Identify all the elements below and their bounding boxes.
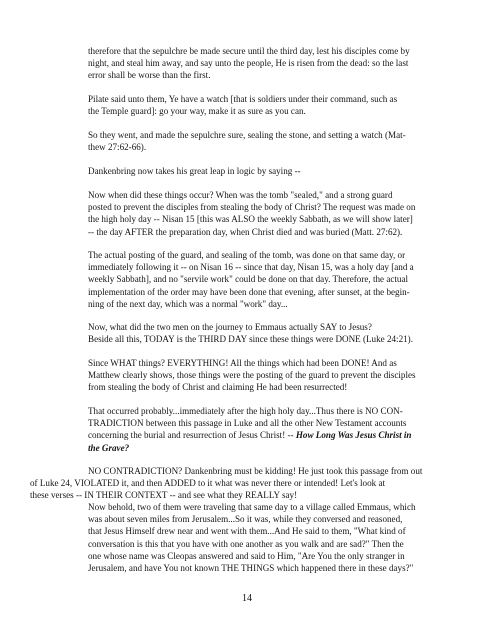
text-line: from stealing the body of Christ and claiming He had been resurrected! (88, 382, 348, 393)
paragraph-luke-quote (88, 501, 432, 574)
text-line: Since WHAT things? EVERYTHING! All the things which had been DONE! And as (88, 358, 397, 368)
paragraph-emmaus-question (88, 321, 432, 345)
text-line: TRADICTION between this passage in Luke and all the other New Testament accounts (88, 418, 407, 429)
text-line: Jerusalem, and have You not known THE THINGS which happened there in these days?" (88, 563, 414, 574)
text-line: immediately following it -- on Nisan 16 -- since that day, Nisan 15, was a holy day [and a (88, 262, 414, 273)
text-line: ning of the next day, which was a normal "work" day... (88, 298, 288, 309)
text-line: Now, what did the two men on the journey to Emmaus actually SAY to Jesus? (88, 322, 372, 332)
text-line: thew 27:62-66). (88, 142, 147, 153)
text-line: So they went, and made the sepulchre sure, sealing the stone, and setting a watch (Mat- (88, 130, 406, 140)
paragraph-pilate (88, 93, 432, 117)
source-title-emphasis: How Long Was Jesus Christ in (295, 430, 412, 441)
text-line: NO CONTRADICTION? Dankenbring must be kidding! He just took this passage from out (88, 466, 423, 476)
text-line: posted to prevent the disciples from stealing the body of Christ? The request was made on (88, 202, 416, 213)
text-line: implementation of the order may have been done that evening, after sunset, at the begin- (88, 286, 410, 297)
text-line: was about seven miles from Jerusalem...So it was, while they conversed and reasoned, (88, 514, 403, 525)
text-line: -- the day AFTER the preparation day, when Christ died and was buried (Matt. 27:62). (88, 226, 403, 237)
text-line: weekly Sabbath], and no "servile work" could be done on that day. Therefore, the actual (88, 274, 409, 285)
text-line: error shall be worse than the first. (88, 70, 211, 81)
text-line: Now behold, two of them were traveling that same day to a village called Emmaus, which (88, 502, 416, 512)
paragraph-when-occur (88, 189, 432, 238)
text-line: therefore that the sepulchre be made secure until the third day, lest his disciples come by (88, 46, 410, 56)
paragraph-rebuttal (30, 465, 432, 502)
paragraph-leap-in-logic (88, 165, 432, 177)
text-line: Beside all this, TODAY is the THIRD DAY since these things were DONE (Luke 24:21). (88, 334, 413, 345)
text-line: these verses -- IN THEIR CONTEXT -- and see what they REALLY say! (30, 490, 298, 501)
text-line: that Jesus Himself drew near and went with them...And He said to them, "What kind of (88, 526, 406, 537)
text-line: one whose name was Cleopas answered and said to Him, "Are You the only stranger in (88, 550, 405, 561)
text-line: That occurred probably...immediately after the high holy day...Thus there is NO CON- (88, 406, 403, 416)
text-line: Pilate said unto them, Ye have a watch [that is soldiers under their command, such as (88, 94, 398, 104)
text-line: of Luke 24, VIOLATED it, and then ADDED to it what was never there or intended! Let's look at (30, 478, 386, 489)
paragraph-actual-posting (88, 249, 432, 310)
text-line: Matthew clearly shows, those things were the posting of the guard to prevent the disciples (88, 370, 416, 381)
paragraph-sealing (88, 129, 432, 153)
paragraph-matthew-quote (88, 45, 432, 82)
text-line: conversation is this that you have with one another as you walk and are sad?" Then the (88, 538, 404, 549)
paragraph-no-contradiction-claim (88, 405, 432, 454)
text-line: the high holy day -- Nisan 15 [this was ALSO the weekly Sabbath, as we will show later] (88, 214, 413, 225)
text-line: Now when did these things occur? When was the tomb "sealed," and a strong guard (88, 190, 393, 200)
text-line: the Temple guard]: go your way, make it as sure as you can. (88, 106, 306, 117)
page-number: 14 (242, 593, 252, 604)
text-line: The actual posting of the guard, and sealing of the tomb, was done on that same day, or (88, 250, 406, 260)
text-line: concerning the burial and resurrection of Jesus Christ! -- (88, 430, 296, 441)
text-line: night, and steal him away, and say unto the people, He is risen from the dead: so the last (88, 58, 409, 69)
paragraph-since-what-things (88, 357, 432, 394)
text-line: Dankenbring now takes his great leap in logic by saying -- (88, 166, 301, 176)
source-title-emphasis: the Grave? (88, 442, 130, 453)
